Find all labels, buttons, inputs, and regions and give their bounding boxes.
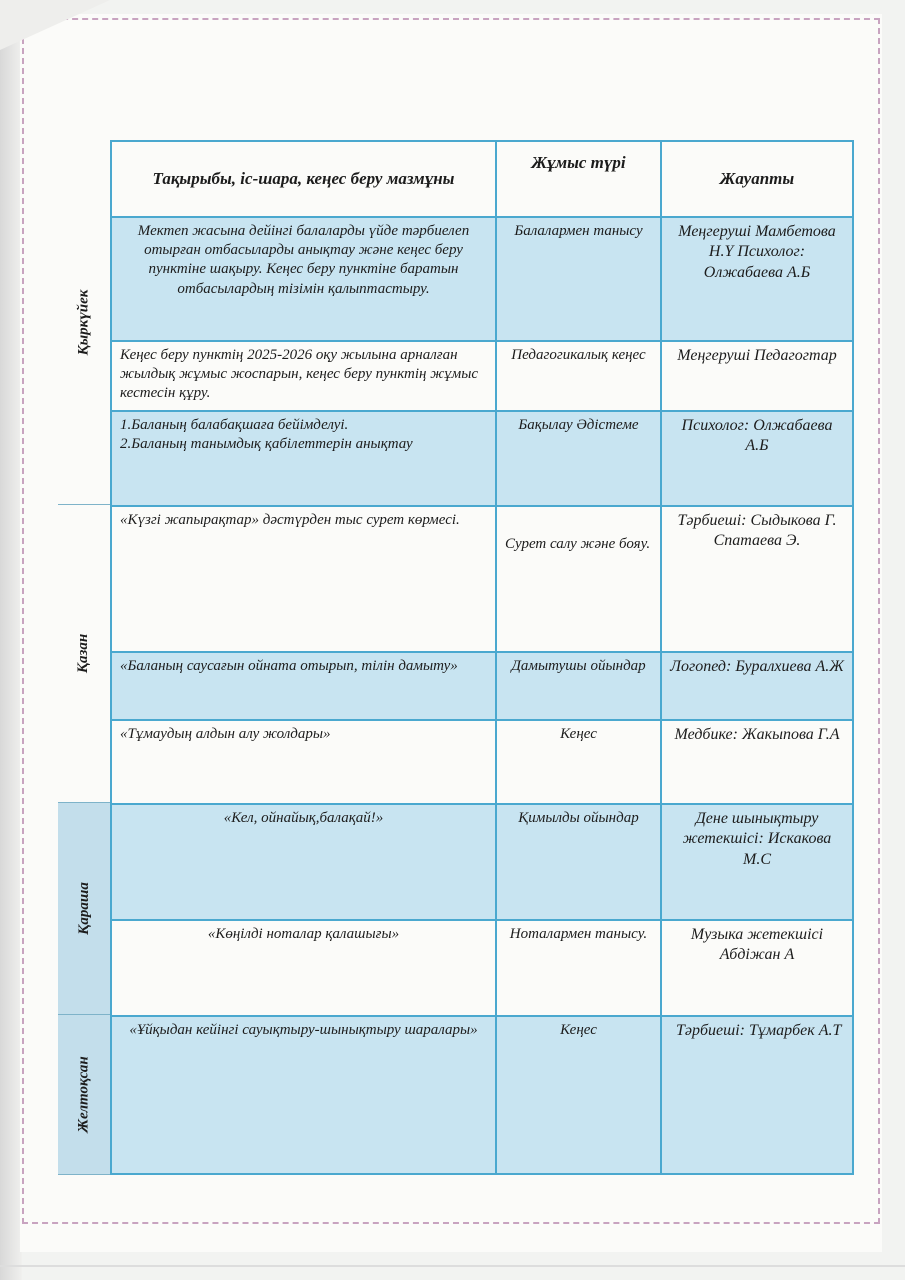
folded-corner xyxy=(0,0,110,50)
row9-responsible: Тәрбиеші: Тұмарбек А.Т xyxy=(660,1015,854,1175)
row4-responsible: Тәрбиеші: Сыдыкова Г. Спатаева Э. xyxy=(660,505,854,653)
header-topic: Тақырыбы, іс-шара, кеңес беру мазмұны xyxy=(110,140,497,218)
row4-work-type: Сурет салу және бояу. xyxy=(495,505,662,653)
row8-topic: «Көңілді ноталар қалашығы» xyxy=(110,919,497,1017)
row6-responsible: Медбике: Жакыпова Г.А xyxy=(660,719,854,805)
row3-work-type: Бақылау Әдістеме xyxy=(495,410,662,507)
row1-responsible: Меңгеруші Мамбетова Н.Ү Психолог: Олжабаева А.Б xyxy=(660,216,854,342)
row7-topic: «Кел, ойнайық,балақай!» xyxy=(110,803,497,921)
header-work-type: Жұмыс түрі xyxy=(495,140,662,218)
row5-responsible: Логопед: Буралхиева А.Ж xyxy=(660,651,854,721)
month-november: Қараша xyxy=(58,803,110,1015)
row4-topic: «Күзгі жапырақтар» дәстүрден тыс сурет көрмесі. xyxy=(110,505,497,653)
month-october: Қазан xyxy=(58,505,110,803)
row8-responsible: Музыка жетекшісі Абдіжан А xyxy=(660,919,854,1017)
row3-topic-line1: 1.Баланың балабақшаға бейімделуі. xyxy=(120,417,349,433)
header-responsible: Жауапты xyxy=(660,140,854,218)
row7-responsible: Дене шынықтыру жетекшісі: Искакова М.С xyxy=(660,803,854,921)
row5-work-type: Дамытушы ойындар xyxy=(495,651,662,721)
row2-work-type: Педагогикалық кеңес xyxy=(495,340,662,412)
row2-responsible: Меңгеруші Педагогтар xyxy=(660,340,854,412)
row5-topic: «Баланың саусағын ойната отырып, тілін дамыту» xyxy=(110,651,497,721)
month-september: Қыркүйек xyxy=(58,140,110,505)
row7-work-type: Қимылды ойындар xyxy=(495,803,662,921)
row8-work-type: Ноталармен танысу. xyxy=(495,919,662,1017)
row3-topic-line2: 2.Баланың танымдық қабілеттерін анықтау xyxy=(120,436,413,453)
bottom-edge xyxy=(0,1265,905,1267)
row6-work-type: Кеңес xyxy=(495,719,662,805)
row3-topic xyxy=(110,410,497,507)
row1-topic: Мектеп жасына дейінгі балаларды үйде тәрбиелеп отырған отбасыларды анықтау және кеңес беру пунктіне шақыру. Кеңес беру пунктіне баратын отбасылардың тізімін қалыптастыру. xyxy=(110,216,497,342)
row6-topic: «Тұмаудың алдын алу жолдары» xyxy=(110,719,497,805)
row3-responsible: Психолог: Олжабаева А.Б xyxy=(660,410,854,507)
row1-work-type: Балалармен танысу xyxy=(495,216,662,342)
row2-topic: Кеңес беру пунктің 2025-2026 оқу жылына арналған жылдық жұмыс жоспарын, кеңес беру пунктің жұмыс кестесін құру. xyxy=(110,340,497,412)
row9-work-type: Кеңес xyxy=(495,1015,662,1175)
scan-shadow xyxy=(0,0,22,1280)
row9-topic: «Ұйқыдан кейінгі сауықтыру-шынықтыру шаралары» xyxy=(110,1015,497,1175)
month-december: Желтоқсан xyxy=(58,1015,110,1175)
